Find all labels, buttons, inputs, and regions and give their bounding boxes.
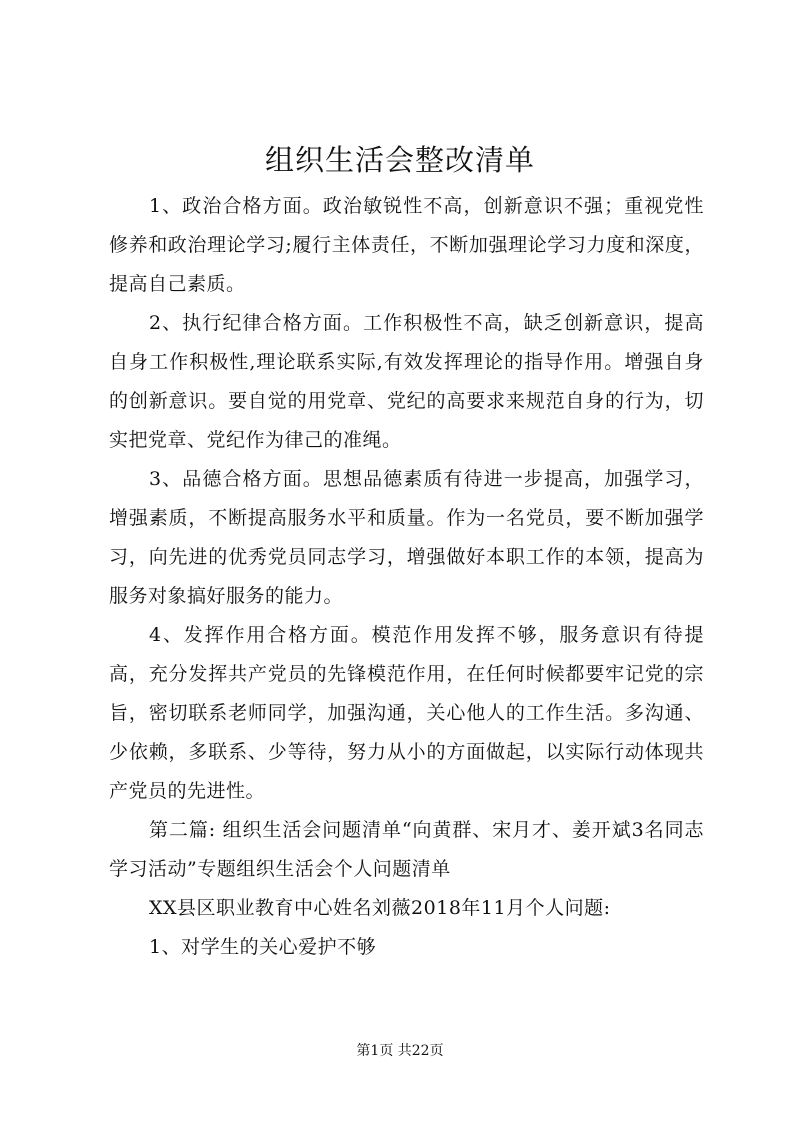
document-body — [109, 187, 704, 967]
paragraph-role: 4、发挥作用合格方面。模范作用发挥不够，服务意识有待提高，充分发挥共产党员的先锋模范作用，在任何时候都要牢记党的宗旨，密切联系老师同学，加强沟通，关心他人的工作生活。多沟通、少依赖，多联系、少等待，努力从小的方面做起，以实际行动体现共产党员的先进性。 — [109, 624, 704, 802]
paragraph-issue-one: 1、对学生的关心爱护不够 — [149, 936, 377, 958]
document-title: 组织生活会整改清单 — [264, 143, 535, 177]
paragraph-morality: 3、品德合格方面。思想品德素质有待进一步提高，加强学习，增强素质，不断提高服务水平和质量。作为一名党员，要不断加强学习，向先进的优秀党员同志学习，增强做好本职工作的本领，提高为服务对象搞好服务的能力。 — [109, 468, 704, 607]
paragraph-political: 1、政治合格方面。政治敏锐性不高，创新意识不强；重视党性修养和政治理论学习;履行主体责任，不断加强理论学习力度和深度，提高自己素质。 — [109, 195, 704, 295]
page-number-footer: 第1页 共22页 — [356, 1043, 444, 1059]
paragraph-discipline: 2、执行纪律合格方面。工作积极性不高，缺乏创新意识，提高自身工作积极性,理论联系实际,有效发挥理论的指导作用。增强自身的创新意识。要自觉的用党章、党纪的高要求来规范自身的行为，切实把党章、党纪作为律己的准绳。 — [109, 312, 704, 451]
paragraph-personal-info: XX县区职业教育中心姓名刘薇2018年11月个人问题: — [149, 897, 611, 919]
paragraph-second-article: 第二篇: 组织生活会问题清单“向黄群、宋月才、姜开斌3名同志学习活动”专题组织生活会个人问题清单 — [109, 819, 704, 880]
